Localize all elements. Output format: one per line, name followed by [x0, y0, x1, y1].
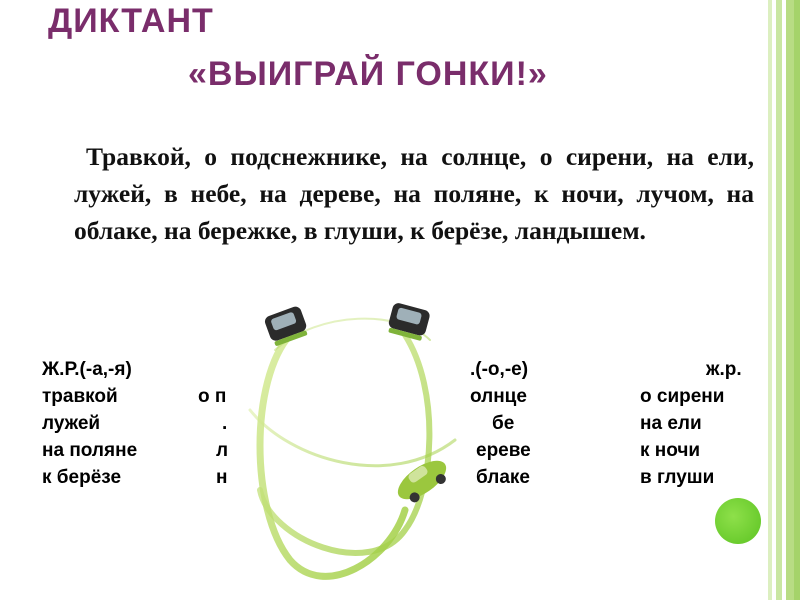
table-cell: . [222, 413, 228, 434]
table-cell: о п [198, 386, 227, 407]
column-feminine-2 [640, 383, 724, 491]
column-feminine [42, 356, 137, 491]
race-car-icon [263, 305, 309, 347]
table-cell: н [216, 467, 228, 488]
page-subtitle: «ВЫИГРАЙ ГОНКИ!» [188, 55, 548, 93]
table-cell: в глуши [640, 467, 715, 488]
decorative-stripes [762, 0, 800, 600]
table-cell: к берёзе [42, 467, 122, 488]
column-header: Ж.Р.(-а,-я) [42, 359, 132, 380]
table-cell: о сирени [640, 386, 725, 407]
table-cell: к ночи [640, 440, 701, 461]
table-cell: бе [492, 413, 515, 434]
dictation-text: Травкой, о подснежнике, на солнце, о сирени, на ели, лужей, в небе, на дереве, на поляне, к ночи, лучом, на облаке, на бережке, в глуши, к берёзе, ландышем. [74, 142, 754, 245]
table-cell: травкой [42, 386, 118, 407]
column-header: .(-о,-е) [470, 359, 529, 380]
table-cell: олнце [470, 386, 527, 407]
table-cell: лужей [42, 413, 101, 434]
green-circle-decoration [715, 498, 761, 544]
table-cell: на ели [640, 413, 702, 434]
column-neuter-partial [470, 356, 531, 491]
table-cell: л [216, 440, 229, 461]
race-track-illustration [230, 290, 470, 600]
table-cell: на поляне [42, 440, 138, 461]
table-cell: ереве [476, 440, 531, 461]
column-masculine-partial [198, 383, 228, 491]
page-title: ДИКТАНТ [48, 2, 214, 40]
table-cell: блаке [476, 467, 530, 488]
column-header: ж.р. [706, 359, 742, 380]
